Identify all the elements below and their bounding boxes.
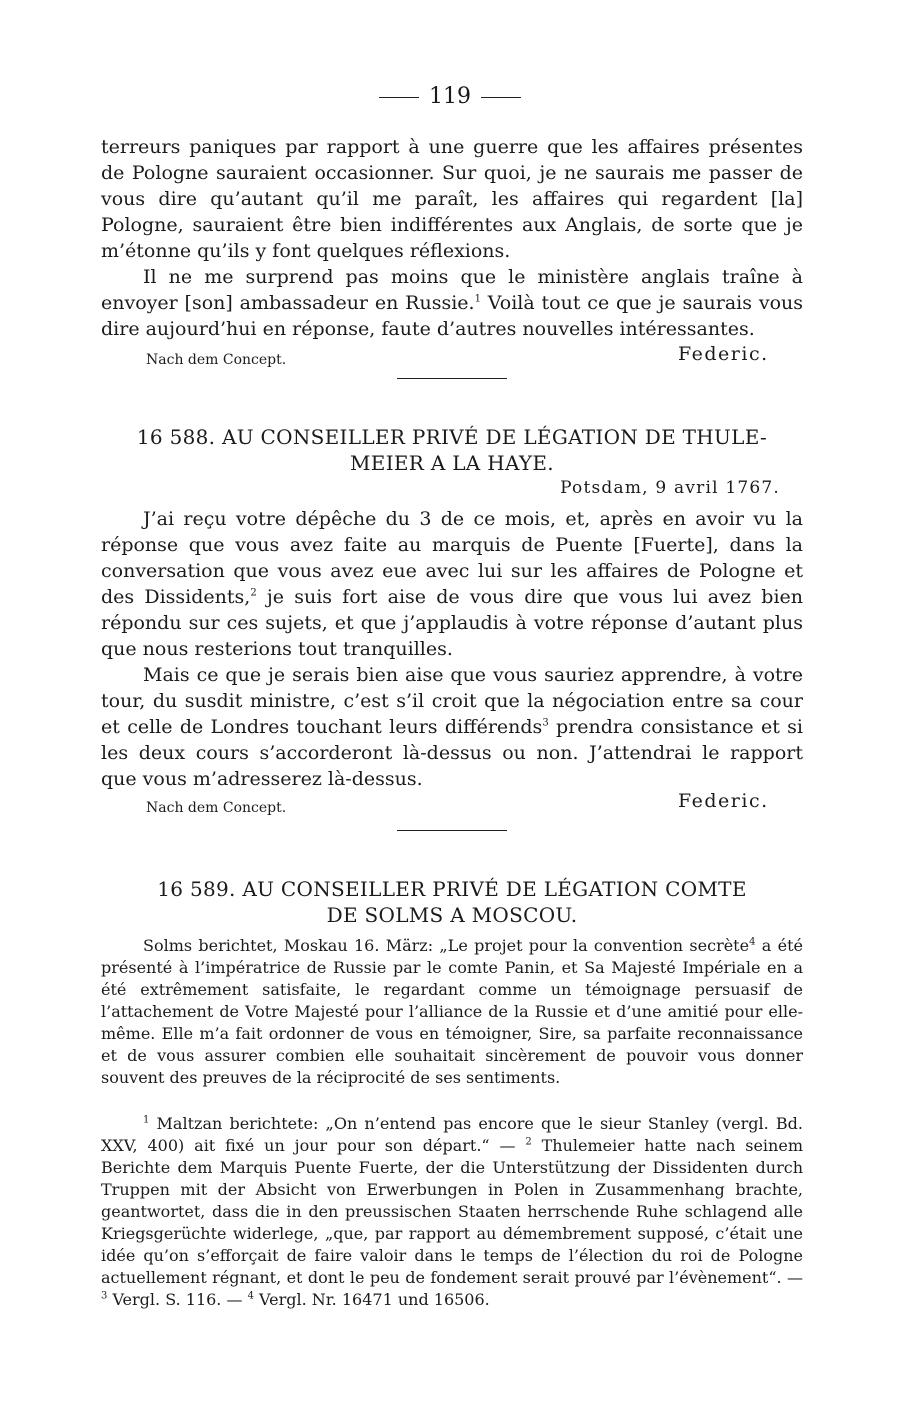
paragraph-4-part-b: prendra consistance et si les deux cours s’accorderont là-dessus ou non. J’attendrai le rapport que vous m’adresserez là-dessus.: [101, 716, 804, 790]
source-note-1: Nach dem Concept.: [146, 352, 287, 368]
paragraph-5-part-a: Solms berichtet, Moskau 16. März: „Le projet pour la convention secrète: [143, 936, 750, 955]
footnote-1-text: Maltzan berichtete: „On n’entend pas encore que le sieur Stanley (vergl. Bd. XXV, 400) ait fixé un jour pour son départ.“ —: [101, 1114, 803, 1155]
paragraph-2: [101, 264, 803, 342]
letter-title-16589-line-1: 16 589. AU CONSEILLER PRIVÉ DE LÉGATION COMTE: [157, 877, 747, 901]
footnote-ref-3: 3: [542, 717, 549, 729]
footnote-4-text: Vergl. Nr. 16471 und 16506.: [259, 1290, 490, 1309]
paragraph-3: [101, 506, 803, 662]
paragraph-3-part-b: je suis fort aise de vous dire que vous lui avez bien répondu sur ces sujets, et que j’applaudis à votre réponse d’autant plus que nous resterions tout tranquilles.: [101, 586, 804, 660]
header-dash-left: [379, 97, 419, 98]
signature-2: Federic.: [678, 790, 769, 812]
section-divider-2: [397, 830, 507, 831]
footnote-2-text: Thulemeier hatte nach seinem Berichte dem Marquis Puente Fuerte, der die Unterstützung der Dissidenten durch Truppen mit der Absicht von Erwerbungen in Polen in Zusammenhang brachte, geantwortet, dass die in den preussischen Staaten herrschende Ruhe schlagend alle Kriegsgerüchte widerlege, „que, par rapport au démembrement supposé, c’était une idée qu’on s’efforçait de faire valoir dans le temps de l’élection du roi de Pologne actuellement régnant, et dont le peu de fondement serait prouvé par l’évènement“. —: [101, 1136, 803, 1287]
paragraph-4: [101, 662, 803, 792]
paragraph-4-part-a: Mais ce que je serais bien aise que vous sauriez apprendre, à votre tour, du susdit ministre, c’est s’il croit que la négociation entre sa cour et celle de Londres touchant leurs différends: [101, 664, 803, 738]
paragraph-2-part-b: Voilà tout ce que je saurais vous dire aujourd’hui en réponse, faute d’autres nouvelles intéressantes.: [101, 292, 804, 340]
footnote-1-mark: 1: [143, 1114, 150, 1126]
source-note-2: Nach dem Concept.: [146, 800, 287, 816]
letter-date-16588: Potsdam, 9 avril 1767.: [560, 478, 780, 498]
paragraph-3-part-a: J’ai reçu votre dépêche du 3 de ce mois, et, après en avoir vu la réponse que vous avez faite au marquis de Puente [Fuerte], dans la conversation que vous avez eue avec lui sur les affaires de Pologne et des Dissidents,: [101, 508, 803, 608]
page-header: [0, 84, 900, 109]
footnote-2-mark: 2: [525, 1136, 532, 1148]
section-divider-1: [397, 378, 507, 379]
letter-title-16588-line-1: 16 588. AU CONSEILLER PRIVÉ DE LÉGATION DE THULE-: [136, 425, 768, 449]
footnote-4-mark: 4: [247, 1290, 254, 1302]
paragraph-2-part-a: Il ne me surprend pas moins que le ministère anglais traîne à envoyer [son] ambassadeur en Russie.: [101, 266, 803, 314]
footnotes: [101, 1113, 803, 1311]
paragraph-1: terreurs paniques par rapport à une guerre que les affaires présentes de Pologne sauraient occasionner. Sur quoi, je ne saurais me passer de vous dire qu’autant qu’il me paraît, les affaires qui regardent [la] Pologne, sauraient être bien indifférentes aux Anglais, de sorte que je m’étonne qu’ils y font quelques réflexions.: [101, 136, 803, 262]
page-number: 119: [429, 84, 471, 109]
footnote-3-mark: 3: [101, 1290, 108, 1302]
footnote-ref-2: 2: [250, 587, 257, 599]
footnote-ref-4: 4: [749, 936, 756, 948]
letter-title-16589-line-2: DE SOLMS A MOSCOU.: [326, 903, 578, 927]
signature-1: Federic.: [678, 343, 769, 365]
letter-title-16588-line-2: MEIER A LA HAYE.: [350, 451, 554, 475]
header-dash-right: [481, 97, 521, 98]
paragraph-5-part-b: a été présenté à l’impératrice de Russie par le comte Panin, et Sa Majesté Impériale en a été extrêmement satisfaite, le regardant comme un témoignage persuasif de l’attachement de Votre Majesté pour l’alliance de la Russie et d’une amitié pour elle-même. Elle m’a fait ordonner de vous en témoigner, Sire, sa parfaite reconnaissance et de vous assurer combien elle souhaitait sincèrement de pouvoir vous donner souvent des preuves de la réciprocité de ses sentiments.: [101, 936, 803, 1087]
footnote-3-text: Vergl. S. 116. —: [112, 1290, 243, 1309]
paragraph-5: [101, 935, 803, 1089]
footnote-ref-1: 1: [474, 293, 481, 305]
